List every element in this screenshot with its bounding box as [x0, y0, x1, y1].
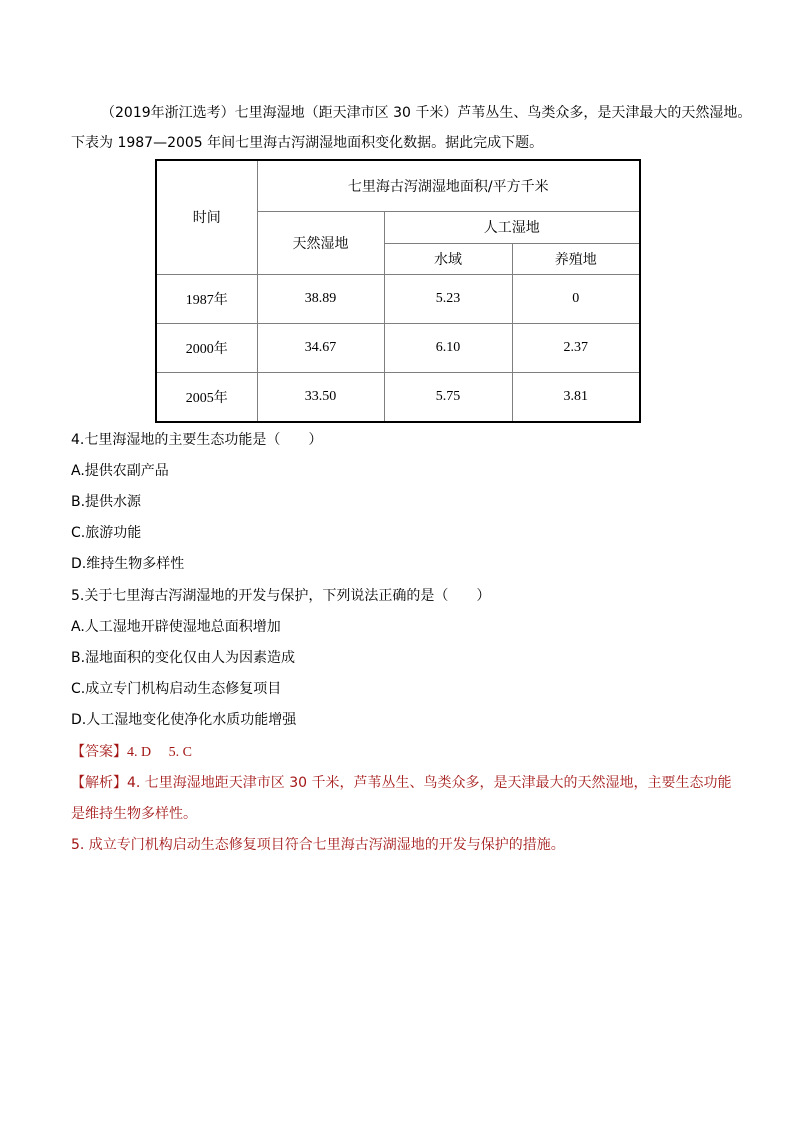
header-group: 七里海古泻湖湿地面积/平方千米 — [257, 160, 640, 211]
wetland-area-table — [155, 159, 641, 423]
header-natural: 天然湿地 — [257, 211, 384, 274]
table-row — [156, 372, 640, 422]
intro-line-1: （2019年浙江选考）七里海湿地（距天津市区 30 千米）芦苇丛生、鸟类众多，是天津最大的天然湿地。 — [101, 105, 752, 121]
header-farm: 养殖地 — [512, 243, 640, 274]
cell-farm: 3.81 — [512, 372, 640, 422]
q5-option-d: D.人工湿地变化使净化水质功能增强 — [71, 712, 297, 728]
cell-year: 1987年 — [156, 274, 257, 323]
answer-label: 【答案】 — [71, 744, 127, 760]
analysis-line-1 — [71, 773, 732, 793]
analysis-text-1: 4. 七里海湿地距天津市区 30 千米，芦苇丛生、鸟类众多，是天津最大的天然湿地，主要生态功能 — [127, 775, 732, 791]
q5-option-c: C.成立专门机构启动生态修复项目 — [71, 681, 282, 697]
answer-text: 4. D 5. C — [127, 745, 192, 760]
cell-natural: 34.67 — [257, 323, 384, 372]
header-water: 水域 — [384, 243, 512, 274]
question-5-stem: 5.关于七里海古泻湖湿地的开发与保护，下列说法正确的是（ ） — [71, 588, 491, 604]
question-4-stem: 4.七里海湿地的主要生态功能是（ ） — [71, 432, 323, 448]
q4-option-d: D.维持生物多样性 — [71, 556, 185, 572]
cell-year: 2000年 — [156, 323, 257, 372]
cell-farm: 2.37 — [512, 323, 640, 372]
cell-farm: 0 — [512, 274, 640, 323]
q4-option-a: A.提供农副产品 — [71, 463, 169, 479]
cell-water: 5.75 — [384, 372, 512, 422]
header-artificial: 人工湿地 — [384, 211, 640, 243]
intro-line-2: 下表为 1987—2005 年间七里海古泻湖湿地面积变化数据。据此完成下题。 — [71, 135, 544, 151]
analysis-label: 【解析】 — [71, 775, 127, 791]
header-time: 时间 — [156, 160, 257, 274]
table-row — [156, 274, 640, 323]
q5-option-a: A.人工湿地开辟使湿地总面积增加 — [71, 619, 281, 635]
q5-option-b: B.湿地面积的变化仅由人为因素造成 — [71, 650, 296, 666]
analysis-line-2: 是维持生物多样性。 — [71, 806, 197, 822]
cell-water: 5.23 — [384, 274, 512, 323]
answer-line — [71, 742, 192, 763]
cell-natural: 38.89 — [257, 274, 384, 323]
cell-natural: 33.50 — [257, 372, 384, 422]
q4-option-c: C.旅游功能 — [71, 525, 142, 541]
cell-water: 6.10 — [384, 323, 512, 372]
q4-option-b: B.提供水源 — [71, 494, 142, 510]
analysis-line-3: 5. 成立专门机构启动生态修复项目符合七里海古泻湖湿地的开发与保护的措施。 — [71, 837, 565, 853]
table-row — [156, 323, 640, 372]
cell-year: 2005年 — [156, 372, 257, 422]
